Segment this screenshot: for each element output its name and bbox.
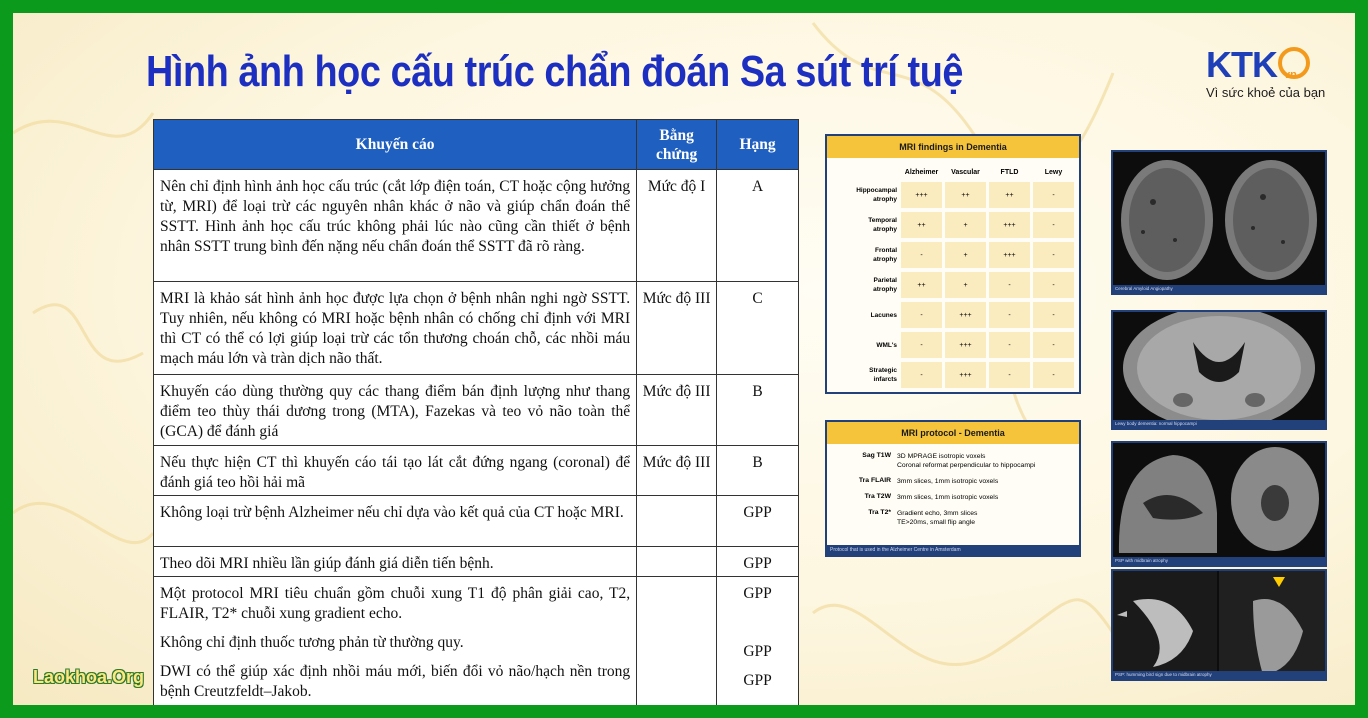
mri-findings-panel xyxy=(825,134,1081,394)
image-caption: PSP with midbrain atrophy xyxy=(1113,557,1325,565)
protocol-title: MRI protocol - Dementia xyxy=(827,422,1079,444)
findings-row: Hippocampal atrophy +++ ++ ++ - xyxy=(831,180,1077,210)
header-evidence: Bằng chứng xyxy=(637,120,717,170)
mri-protocol-panel xyxy=(825,420,1081,557)
findings-row: Temporal atrophy ++ + +++ - xyxy=(831,210,1077,240)
slide xyxy=(13,13,1355,705)
logo-tagline: Vì sức khoẻ của bạn xyxy=(1206,85,1326,100)
findings-row-label: Lacunes xyxy=(870,311,897,319)
findings-row-label: Frontal atrophy xyxy=(873,247,897,263)
cell-grade: C xyxy=(717,282,799,375)
table-row xyxy=(154,577,799,706)
image-caption: PSP: humming bird sign due to midbrain atrophy xyxy=(1113,671,1325,679)
findings-row-label: Temporal atrophy xyxy=(868,217,897,233)
cell-recommendation: Theo dõi MRI nhiều lần giúp đánh giá diễn tiến bệnh. xyxy=(154,547,637,577)
cell-recommendation: Nên chỉ định hình ảnh học cấu trúc (cắt lớp điện toán, CT hoặc cộng hưởng từ, MRI) để loại trừ các nguyên nhân khác ở não và giúp chẩn đoán thể SSTT. Hình ảnh học cấu trúc không phải lúc nào cũng cần thiết ở bệnh nhân SSTT trung bình đến nặng nếu chẩn đoán thể SSTT đã rõ ràng. xyxy=(154,170,637,282)
recommendations-table xyxy=(153,119,799,705)
cell-recommendation: Khuyến cáo dùng thường quy các thang điểm bán định lượng như thang điểm teo thùy thái dương trong (MTA), Fazekas và teo vỏ não toàn thể (GCA) để đánh giá xyxy=(154,375,637,446)
cell-grade: A xyxy=(717,170,799,282)
findings-col-header: Vascular xyxy=(951,168,980,176)
logo-text: KTK xyxy=(1206,44,1277,85)
findings-col-header: FTLD xyxy=(1000,168,1019,176)
cell-recommendation: Một protocol MRI tiêu chuẩn gồm chuỗi xung T1 độ phân giải cao, T2, FLAIR, T2* chuỗi xung gradient echo. Không chỉ định thuốc tương phản từ thường quy. DWI có thể giúp xác định nhồi máu mới, biến đổi vỏ não/hạch nền trong bệnh Creutzfeldt–Jakob. xyxy=(154,577,637,706)
table-row xyxy=(154,282,799,375)
cell-grade: B xyxy=(717,446,799,496)
mri-image-lewy-body xyxy=(1111,310,1327,430)
cell-evidence: Mức độ III xyxy=(637,375,717,446)
findings-row: Frontal atrophy - + +++ - xyxy=(831,240,1077,270)
cell-evidence: Mức độ I xyxy=(637,170,717,282)
cell-grade: GPP xyxy=(717,547,799,577)
cell-recommendation: MRI là khảo sát hình ảnh học được lựa chọn ở bệnh nhân nghi ngờ SSTT. Tuy nhiên, nếu không có MRI hoặc bệnh nhân có chống chỉ định với MRI thì CT có thể có lợi giúp loại trừ các tổn thương choán chỗ, các nhồi máu mạch máu lớn và tràn dịch não thất. xyxy=(154,282,637,375)
table-row xyxy=(154,496,799,547)
image-caption: Lewy body dementia: normal hippocampi xyxy=(1113,420,1325,428)
protocol-footer: Protocol that is used in the Alzheimer Centre in Amsterdam xyxy=(827,545,1079,555)
mri-image-hummingbird-sign xyxy=(1111,569,1327,681)
cell-evidence: Mức độ III xyxy=(637,282,717,375)
protocol-row: Tra FLAIR 3mm slices, 1mm isotropic voxels xyxy=(858,477,999,485)
brain-sagittal-scan-icon xyxy=(1113,443,1325,565)
table-row xyxy=(154,170,799,282)
cell-evidence: Mức độ III xyxy=(637,446,717,496)
protocol-rows xyxy=(831,452,1035,534)
findings-row: Lacunes - +++ - - xyxy=(831,300,1077,330)
protocol-row: Sag T1W 3D MPRAGE isotropic voxels Coronal reformat perpendicular to hippocampi xyxy=(862,452,1036,469)
cell-grade: B xyxy=(717,375,799,446)
findings-row-label: WML's xyxy=(876,341,897,349)
findings-row: Strategic infarcts - +++ - - xyxy=(831,360,1077,390)
logo-circle-icon: vn xyxy=(1278,47,1310,79)
findings-grid xyxy=(831,164,1077,390)
findings-title: MRI findings in Dementia xyxy=(827,136,1079,158)
hummingbird-sign-icon xyxy=(1113,571,1325,679)
cell-grade: GPP xyxy=(717,496,799,547)
mri-image-amyloid-angiopathy xyxy=(1111,150,1327,295)
protocol-row: Tra T2* Gradient echo, 3mm slices TE>20ms, small flip angle xyxy=(868,509,978,526)
findings-row-label: Parietal atrophy xyxy=(873,277,897,293)
header-grade: Hạng xyxy=(717,120,799,170)
findings-col-header: Alzheimer xyxy=(904,168,939,176)
watermark: Laokhoa.Org xyxy=(33,667,145,687)
findings-col-header: Lewy xyxy=(1044,168,1063,176)
cell-evidence xyxy=(637,496,717,547)
cell-grade: GPP GPP GPP xyxy=(717,577,799,706)
image-caption: Cerebral Amyloid Angiopathy xyxy=(1113,285,1325,293)
cell-recommendation: Nếu thực hiện CT thì khuyến cáo tái tạo lát cắt đứng ngang (coronal) để đánh giá teo hồi hải mã xyxy=(154,446,637,496)
header-recommendation: Khuyến cáo xyxy=(154,120,637,170)
brain-axial-scan-icon xyxy=(1113,152,1325,293)
findings-row: WML's - +++ - - xyxy=(831,330,1077,360)
cell-evidence xyxy=(637,547,717,577)
findings-row-label: Strategic infarcts xyxy=(869,367,897,383)
table-header-row xyxy=(154,120,799,170)
table-row xyxy=(154,547,799,577)
brain-coronal-scan-icon xyxy=(1113,312,1325,428)
cell-recommendation: Không loại trừ bệnh Alzheimer nếu chỉ dựa vào kết quả của CT hoặc MRI. xyxy=(154,496,637,547)
table-row xyxy=(154,375,799,446)
mri-image-psp-midbrain xyxy=(1111,441,1327,567)
findings-row: Parietal atrophy ++ + - - xyxy=(831,270,1077,300)
cell-evidence xyxy=(637,577,717,706)
page-title: Hình ảnh học cấu trúc chẩn đoán Sa sút trí tuệ xyxy=(146,47,964,96)
table-row xyxy=(154,446,799,496)
findings-row-label: Hippocampal atrophy xyxy=(856,187,897,203)
protocol-row: Tra T2W 3mm slices, 1mm isotropic voxels xyxy=(864,493,999,501)
brand-logo xyxy=(1206,44,1326,100)
